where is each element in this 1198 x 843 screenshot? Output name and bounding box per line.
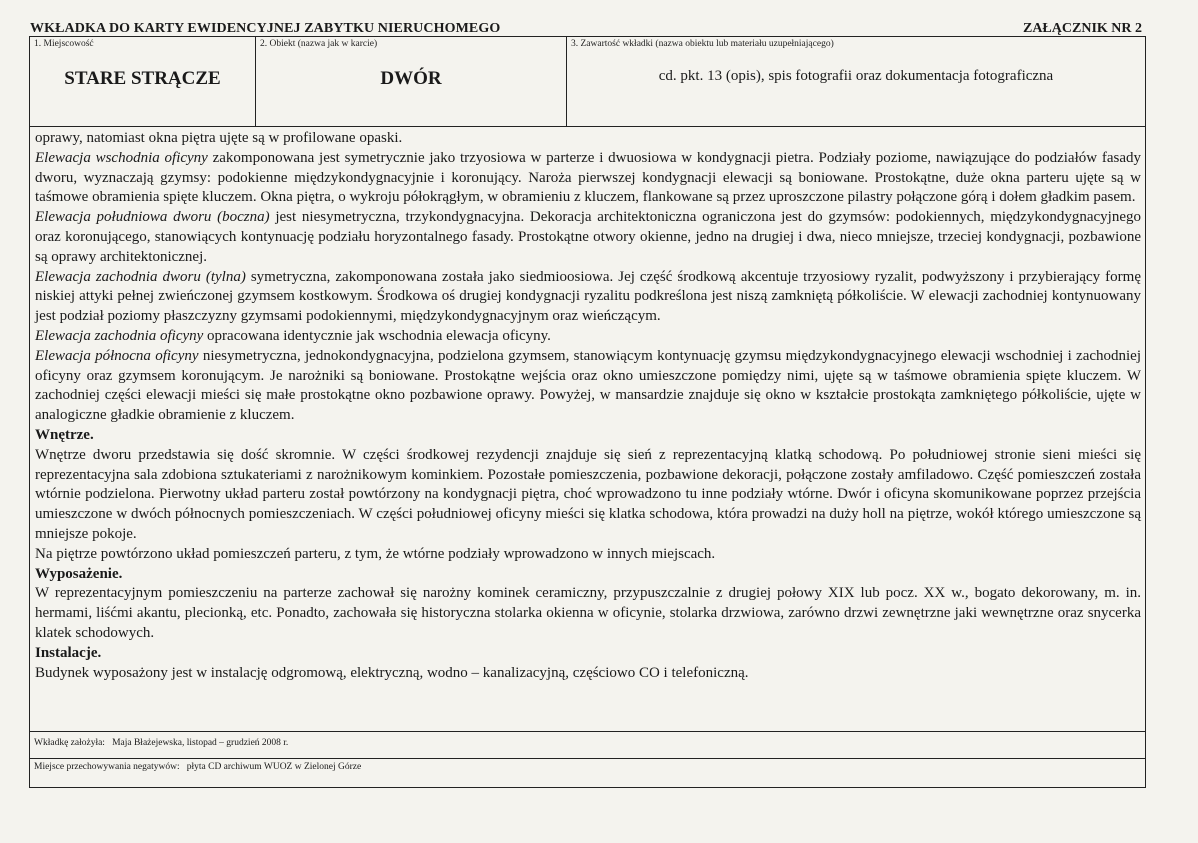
description-body — [35, 129, 1141, 683]
content-cell — [567, 37, 1145, 126]
paragraph-lead: Elewacja zachodnia dworu (tylna) — [35, 268, 246, 285]
content-value: cd. pkt. 13 (opis), spis fotografii oraz dokumentacja fotograficzna — [658, 68, 1054, 84]
author-text: Wkładkę założyła: Maja Błażejewska, listopad – grudzień 2008 r. — [34, 738, 289, 748]
document-title: WKŁADKA DO KARTY EWIDENCYJNEJ ZABYTKU NIERUCHOMEGO — [30, 21, 501, 36]
paragraph-west-manor: Elewacja zachodnia dworu (tylna) symetryczna, zakomponowana została jako siedmioosiowa. Jej część środkową akcentuje trzyosiowy ryzalit, podwyższony i przybierający formę niskiej attyki pełnej zwieńczonej gzymsem kostkowym. Środkowa oś drugiej kondygnacji ryzalitu podkreślona jest niszą zamkniętą półkoliście. W elewacji zachodniej kontynuowany jest podział poziomy płaszczyzny gzymsami podokiennymi, międzykondygnacyjnym oraz wieńczącym. — [35, 268, 1141, 325]
paragraph-south-manor: Elewacja południowa dworu (boczna) jest niesymetryczna, trzykondygnacyjna. Dekoracja architektoniczna ograniczona jest do gzymsów: podokiennych, międzykondygnacyjnego oraz koronującego, stanowiących kontynuację podziału horyzontalnego fasady. Prostokątne otwory okienne, jedno na drugiej i dwa, nieco mniejsze, trzeciej kondygnacji, pozbawione są oprawy architektonicznej. — [35, 209, 1141, 265]
object-cell — [256, 37, 567, 126]
paragraph-equipment: W reprezentacyjnym pomieszczeniu na parterze zachował się narożny kominek ceramiczny, przypuszczalnie z drugiej połowy XIX lub pocz. XX w., bogato dekorowany, m. in. hermami, liśćmi akantu, plecionką, etc. Ponadto, zachowała się historyczna stolarka okienna w oficynie, stolarka drzwiowa, zarówno drzwi zewnętrzne jaki wewnętrzne oraz snycerka klatek schodowych. — [35, 585, 1141, 641]
paragraph-upper-floor: Na piętrze powtórzono układ pomieszczeń parteru, z tym, że wtórne podziały wprowadzono w innych miejscach. — [35, 545, 716, 562]
storage-row — [30, 758, 1145, 789]
storage-text: Miejsce przechowywania negatywów: płyta CD archiwum WUOZ w Zielonej Górze — [34, 762, 362, 772]
heading-equipment: Wyposażenie. — [35, 565, 123, 582]
annex-number: ZAŁĄCZNIK NR 2 — [1022, 21, 1142, 36]
paragraph-lead: Elewacja północna oficyny — [35, 347, 199, 364]
locality-label: 1. Miejscowość — [34, 39, 94, 49]
paragraph: oprawy, natomiast okna piętra ujęte są w profilowane opaski. — [35, 130, 403, 146]
header-fields-row — [30, 37, 1145, 127]
content-label: 3. Zawartość wkładki (nazwa obiektu lub materiału uzupełniającego) — [571, 39, 834, 49]
paragraph-west-outbuilding: Elewacja zachodnia oficyny opracowana identycznie jak wschodnia elewacja oficyny. — [35, 327, 551, 344]
form-frame — [29, 36, 1146, 788]
paragraph-installations: Budynek wyposażony jest w instalację odgromową, elektryczną, wodno – kanalizacyjną, częściowo CO i telefoniczną. — [35, 664, 749, 681]
paragraph-interior: Wnętrze dworu przedstawia się dość skromnie. W części środkowej rezydencji znajduje się sień z reprezentacyjną klatką schodową. Po południowej stronie sieni mieści się reprezentacyjna sala zdobiona sztukateriami z narożnikowym kominkiem. Pozostałe pomieszczenia, pozbawione dekoracji, połączone zostały amfiladowo. Część pomieszczeń została wtórnie podzielona. Pierwotny układ parteru został powtórzony na kondygnacji piętra, choć wprowadzono tu inne podziały wtórne. Dwór i oficyna skomunikowane poprzez przejścia umieszczone w dwóch północnych pomieszczeniach. W części południowej oficyny mieści się klatka schodowa, która prowadzi na duży holl na piętrze, wokół którego umieszczone są mniejsze pokoje. — [35, 446, 1141, 542]
locality-value: STARE STRĄCZE — [64, 68, 221, 89]
heading-interior: Wnętrze. — [35, 426, 94, 443]
paragraph-north-outbuilding: Elewacja północna oficyny niesymetryczna, jednokondygnacyjna, podzielona gzymsem, stanowiącym kontynuację gzymsu międzykondygnacyjnego elewacji wschodniej i zachodniej oficyny oraz gzymsem koronującym. Je narożniki są boniowane. Prostokątne wejścia oraz okno umieszczone pomiędzy nimi, ujęte są w taśmowe obramienia spięte kluczem. W zachodniej części elewacji mieści się małe prostokątne okno pozbawione oprawy. Powyżej, w mansardzie znajduje się okno w kształcie prostokąta zamkniętego półkoliście, ujęte w analogiczne gładkie obramienie z kluczem. — [35, 347, 1142, 424]
object-value: DWÓR — [380, 68, 442, 89]
locality-cell — [30, 37, 256, 126]
paragraph-lead: Elewacja południowa dworu (boczna) — [35, 209, 270, 226]
author-row — [30, 731, 1145, 758]
heading-installations: Instalacje. — [35, 644, 102, 661]
paragraph-lead: Elewacja zachodnia oficyny — [35, 327, 204, 344]
paragraph-lead: Elewacja wschodnia oficyny — [35, 149, 208, 166]
object-label: 2. Obiekt (nazwa jak w karcie) — [260, 39, 378, 49]
paragraph-east-outbuilding: Elewacja wschodnia oficyny zakomponowana jest symetrycznie jako trzyosiowa w parterze i dwuosiowa w kondygnacji pietra. Podziały poziome, nawiązujące do podziałów fasady dworu, wyznaczają gzymsy: podokienne międzykondygnacyjnie i koronujący. Naroża pierwszej kondygnacji elewacji są boniowane. Prostokątne, duże okna parteru ujęte są w taśmowe obramienia spięte kluczem. Okna piętra, o wykroju półokrągłym, w obramieniu z kluczem, flankowane są przez uproszczone pilastry połączone górą i dołem gładkim pasem. — [35, 149, 1141, 206]
